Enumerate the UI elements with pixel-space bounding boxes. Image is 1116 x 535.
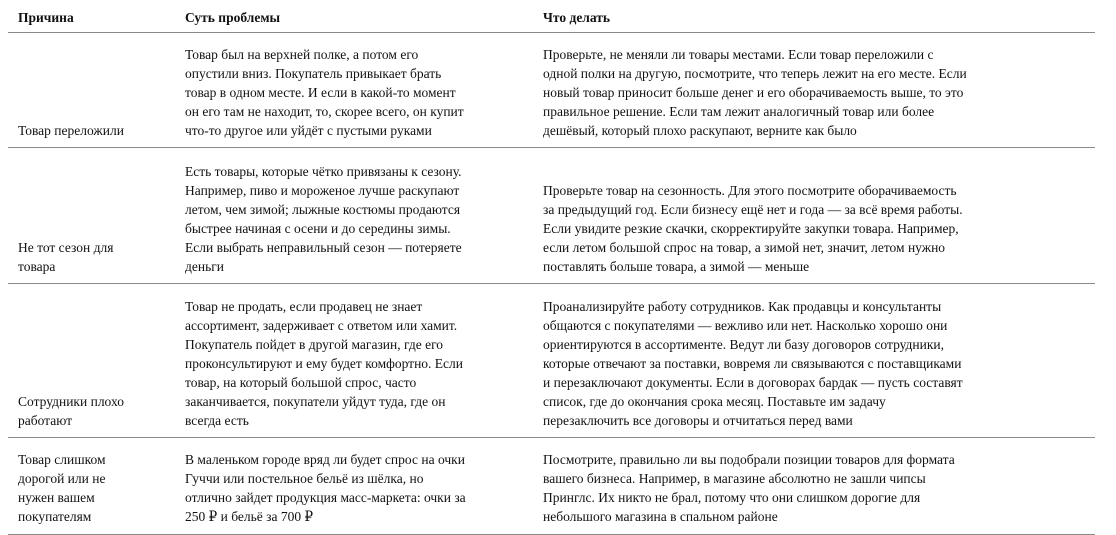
action-cell: Проанализируйте работу сотрудников. Как продавцы и консультанты общаются с покупателями — вежливо или нет. Насколько хорошо они ориентируются в ассортименте. Ведут ли базу договоров сотрудники, которые отвечают за поставки, вовремя ли связываются с поставщиками и перезаключают документы. Если в договорах бардак — пусть составят список, где до окончания срока месяц. Поставьте им задачу перезаключить все договоры и отчитаться перед вами: [533, 284, 1095, 438]
action-cell: Проверьте товар на сезонность. Для этого посмотрите оборачиваемость за предыдущий год. Если бизнесу ещё нет и года — за всё время работы. Если увидите резкие скачки, скорректируйте закупки товара. Например, если летом большой спрос на товар, а зимой нет, значит, летом нужно поставлять больше товара, а зимой — меньше: [533, 148, 1095, 284]
cause-cell: Сотрудники плохо работают: [8, 284, 175, 438]
table-row: [8, 33, 1095, 148]
problem-cell: Товар не продать, если продавец не знает ассортимент, задерживает с ответом или хамит. Покупатель пойдет в другой магазин, где его проконсультируют и ему будет комфортно. Если товар, на который большой спрос, часто заканчивается, покупатели уйдут туда, где он всегда есть: [175, 284, 533, 438]
problems-table: [8, 0, 1095, 535]
action-cell: Посмотрите, правильно ли вы подобрали позиции товаров для формата вашего бизнеса. Например, в магазине абсолютно не зашли чипсы Принглс. Их никто не брал, потому что они слишком дорогие для небольшого магазина в спальном районе: [533, 438, 1095, 535]
cause-cell: Товар переложили: [8, 33, 175, 148]
header-cause: Причина: [8, 0, 175, 33]
header-action: Что делать: [533, 0, 1095, 33]
problem-cell: Есть товары, которые чётко привязаны к сезону. Например, пиво и мороженое лучше раскупают летом, чем зимой; лыжные костюмы продаются быстрее начиная с осени и до середины зимы. Если выбрать неправильный сезон — потеряете деньги: [175, 148, 533, 284]
table-row: [8, 148, 1095, 284]
problem-cell: Товар был на верхней полке, а потом его опустили вниз. Покупатель привыкает брать товар в одном месте. И если в какой-то момент он его там не находит, то, скорее всего, он купит что-то другое или уйдёт с пустыми руками: [175, 33, 533, 148]
cause-cell: Не тот сезон для товара: [8, 148, 175, 284]
problem-cell: В маленьком городе вряд ли будет спрос на очки Гуччи или постельное бельё из шёлка, но отлично зайдет продукция масс-маркета: очки за 250 ₽ и бельё за 700 ₽: [175, 438, 533, 535]
action-cell: Проверьте, не меняли ли товары местами. Если товар переложили с одной полки на другую, посмотрите, что теперь лежит на его месте. Если новый товар приносит больше денег и его оборачиваемость выше, то это правильное решение. Если там лежит аналогичный товар или более дешёвый, который плохо раскупают, верните как было: [533, 33, 1095, 148]
cause-cell: Товар слишком дорогой или не нужен вашем покупателям: [8, 438, 175, 535]
header-problem: Суть проблемы: [175, 0, 533, 33]
table-row: [8, 438, 1095, 535]
table-header-row: [8, 0, 1095, 33]
table-row: [8, 284, 1095, 438]
